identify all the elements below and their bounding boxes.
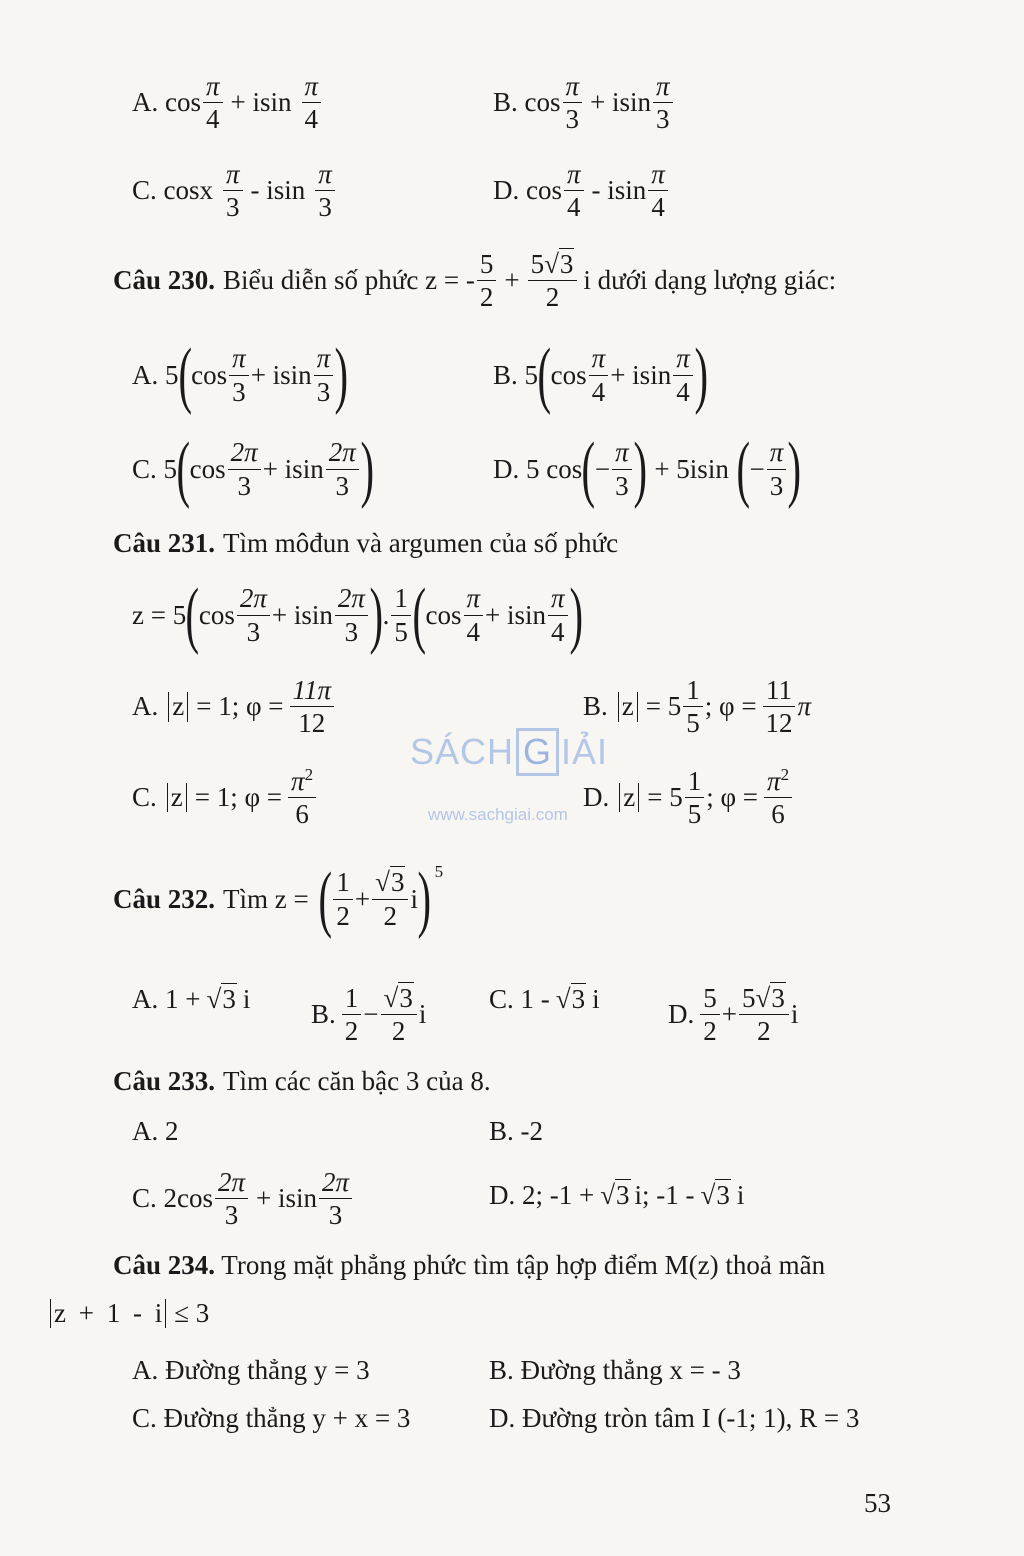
question-number: Câu 232. [113,883,216,914]
q232-option-b: B. $\frac{1}{2}$ − $\frac{√3}{2}$ i [311,983,427,1047]
q234-option-c: C. Đường thẳng y + x = 3 [132,1403,411,1433]
q234-option-b: B. Đường thẳng x = - 3 [489,1355,741,1385]
q234-condition: z + 1 - i ≤ 3 [50,1298,209,1329]
q229-option-d: D. cos $\frac{\pi}{4}$ - isin $\frac{\pi}{4}$ [493,160,670,222]
q230-question: Câu 230. Biểu diễn số phức z = - $\frac{5}{2}$ + $\frac{5√3}{2}$ i dưới dạng lượng giác: [113,249,837,313]
watermark-url: www.sachgiai.com [428,805,568,824]
question-number: Câu 231. [113,528,216,558]
q233-option-a: A. 2 [132,1116,179,1146]
q231-expression: z = 5 ( cos $\frac{2\pi}{3}$ + isin $\frac{2\pi}{3}$ ) . $\frac{1}{5}$ ( cos $\frac{\pi}{4}$ + isin $\frac{\pi}{4}$ ) [132,574,583,656]
q231-option-a: A. z = 1; φ = $\frac{11\pi}{12}$ [132,676,336,738]
q231-question: Câu 231. Tìm môđun và argumen của số phức [113,528,619,558]
q233-option-c: C. 2cos $\frac{2\pi}{3}$ + isin $\frac{2\pi}{3}$ [132,1168,354,1230]
q230-option-d: D. 5 cos ( − $\frac{\pi}{3}$ ) + 5isin ( − $\frac{\pi}{3}$ ) [493,428,802,510]
q232-option-d: D. $\frac{5}{2}$ + $\frac{5√3}{2}$ i [668,983,799,1047]
q229-option-a: A. cos $\frac{\pi}{4}$ + isin $\frac{\pi}{4}$ [132,72,323,134]
q232-option-c: C. 1 - √3 i [489,984,600,1014]
question-number: Câu 230. [113,265,216,296]
q234-option-d: D. Đường tròn tâm I (-1; 1), R = 3 [489,1403,860,1433]
q229-option-c: C. cosx $\frac{\pi}{3}$ - isin $\frac{\pi}{3}$ [132,160,337,222]
q231-option-c: C. z = 1; φ = $\frac{\pi^2}{6}$ [132,766,318,829]
question-number: Câu 233. [113,1066,216,1096]
q232-question: Câu 232. Tìm z = ( $\frac{1}{2}$ + $\frac{√3}{2}$ i ) $^5$ [113,858,444,940]
q231-option-b: B. z = 5 $\frac{1}{5}$ ; φ = $\frac{11}{12}$ π [583,675,812,739]
q232-option-a: A. 1 + √3 i [132,984,251,1014]
q231-option-d: D. z = 5 $\frac{1}{5}$ ; φ = $\frac{\pi^2}{6}$ [583,766,794,829]
q230-option-c: C. 5 ( cos $\frac{2\pi}{3}$ + isin $\frac{2\pi}{3}$ ) [132,428,374,510]
q233-option-d: D. 2; -1 + √3 i; -1 - √3 i [489,1180,745,1210]
q229-option-b: B. cos $\frac{\pi}{3}$ + isin $\frac{\pi}{3}$ [493,72,675,134]
q230-option-a: A. 5 ( cos $\frac{\pi}{3}$ + isin $\frac{\pi}{3}$ ) [132,334,349,416]
q234-option-a: A. Đường thẳng y = 3 [132,1355,370,1385]
q233-option-b: B. -2 [489,1116,543,1146]
watermark-logo: SÁCH G IẢI [410,728,608,776]
q230-option-b: B. 5 ( cos $\frac{\pi}{4}$ + isin $\frac{\pi}{4}$ ) [493,334,708,416]
q233-question: Câu 233. Tìm các căn bậc 3 của 8. [113,1066,491,1096]
q234-question: Câu 234. Trong mặt phẳng phức tìm tập hợp điểm M(z) thoả mãn [113,1250,826,1280]
question-number: Câu 234. [113,1250,216,1280]
page-number: 53 [864,1488,891,1518]
